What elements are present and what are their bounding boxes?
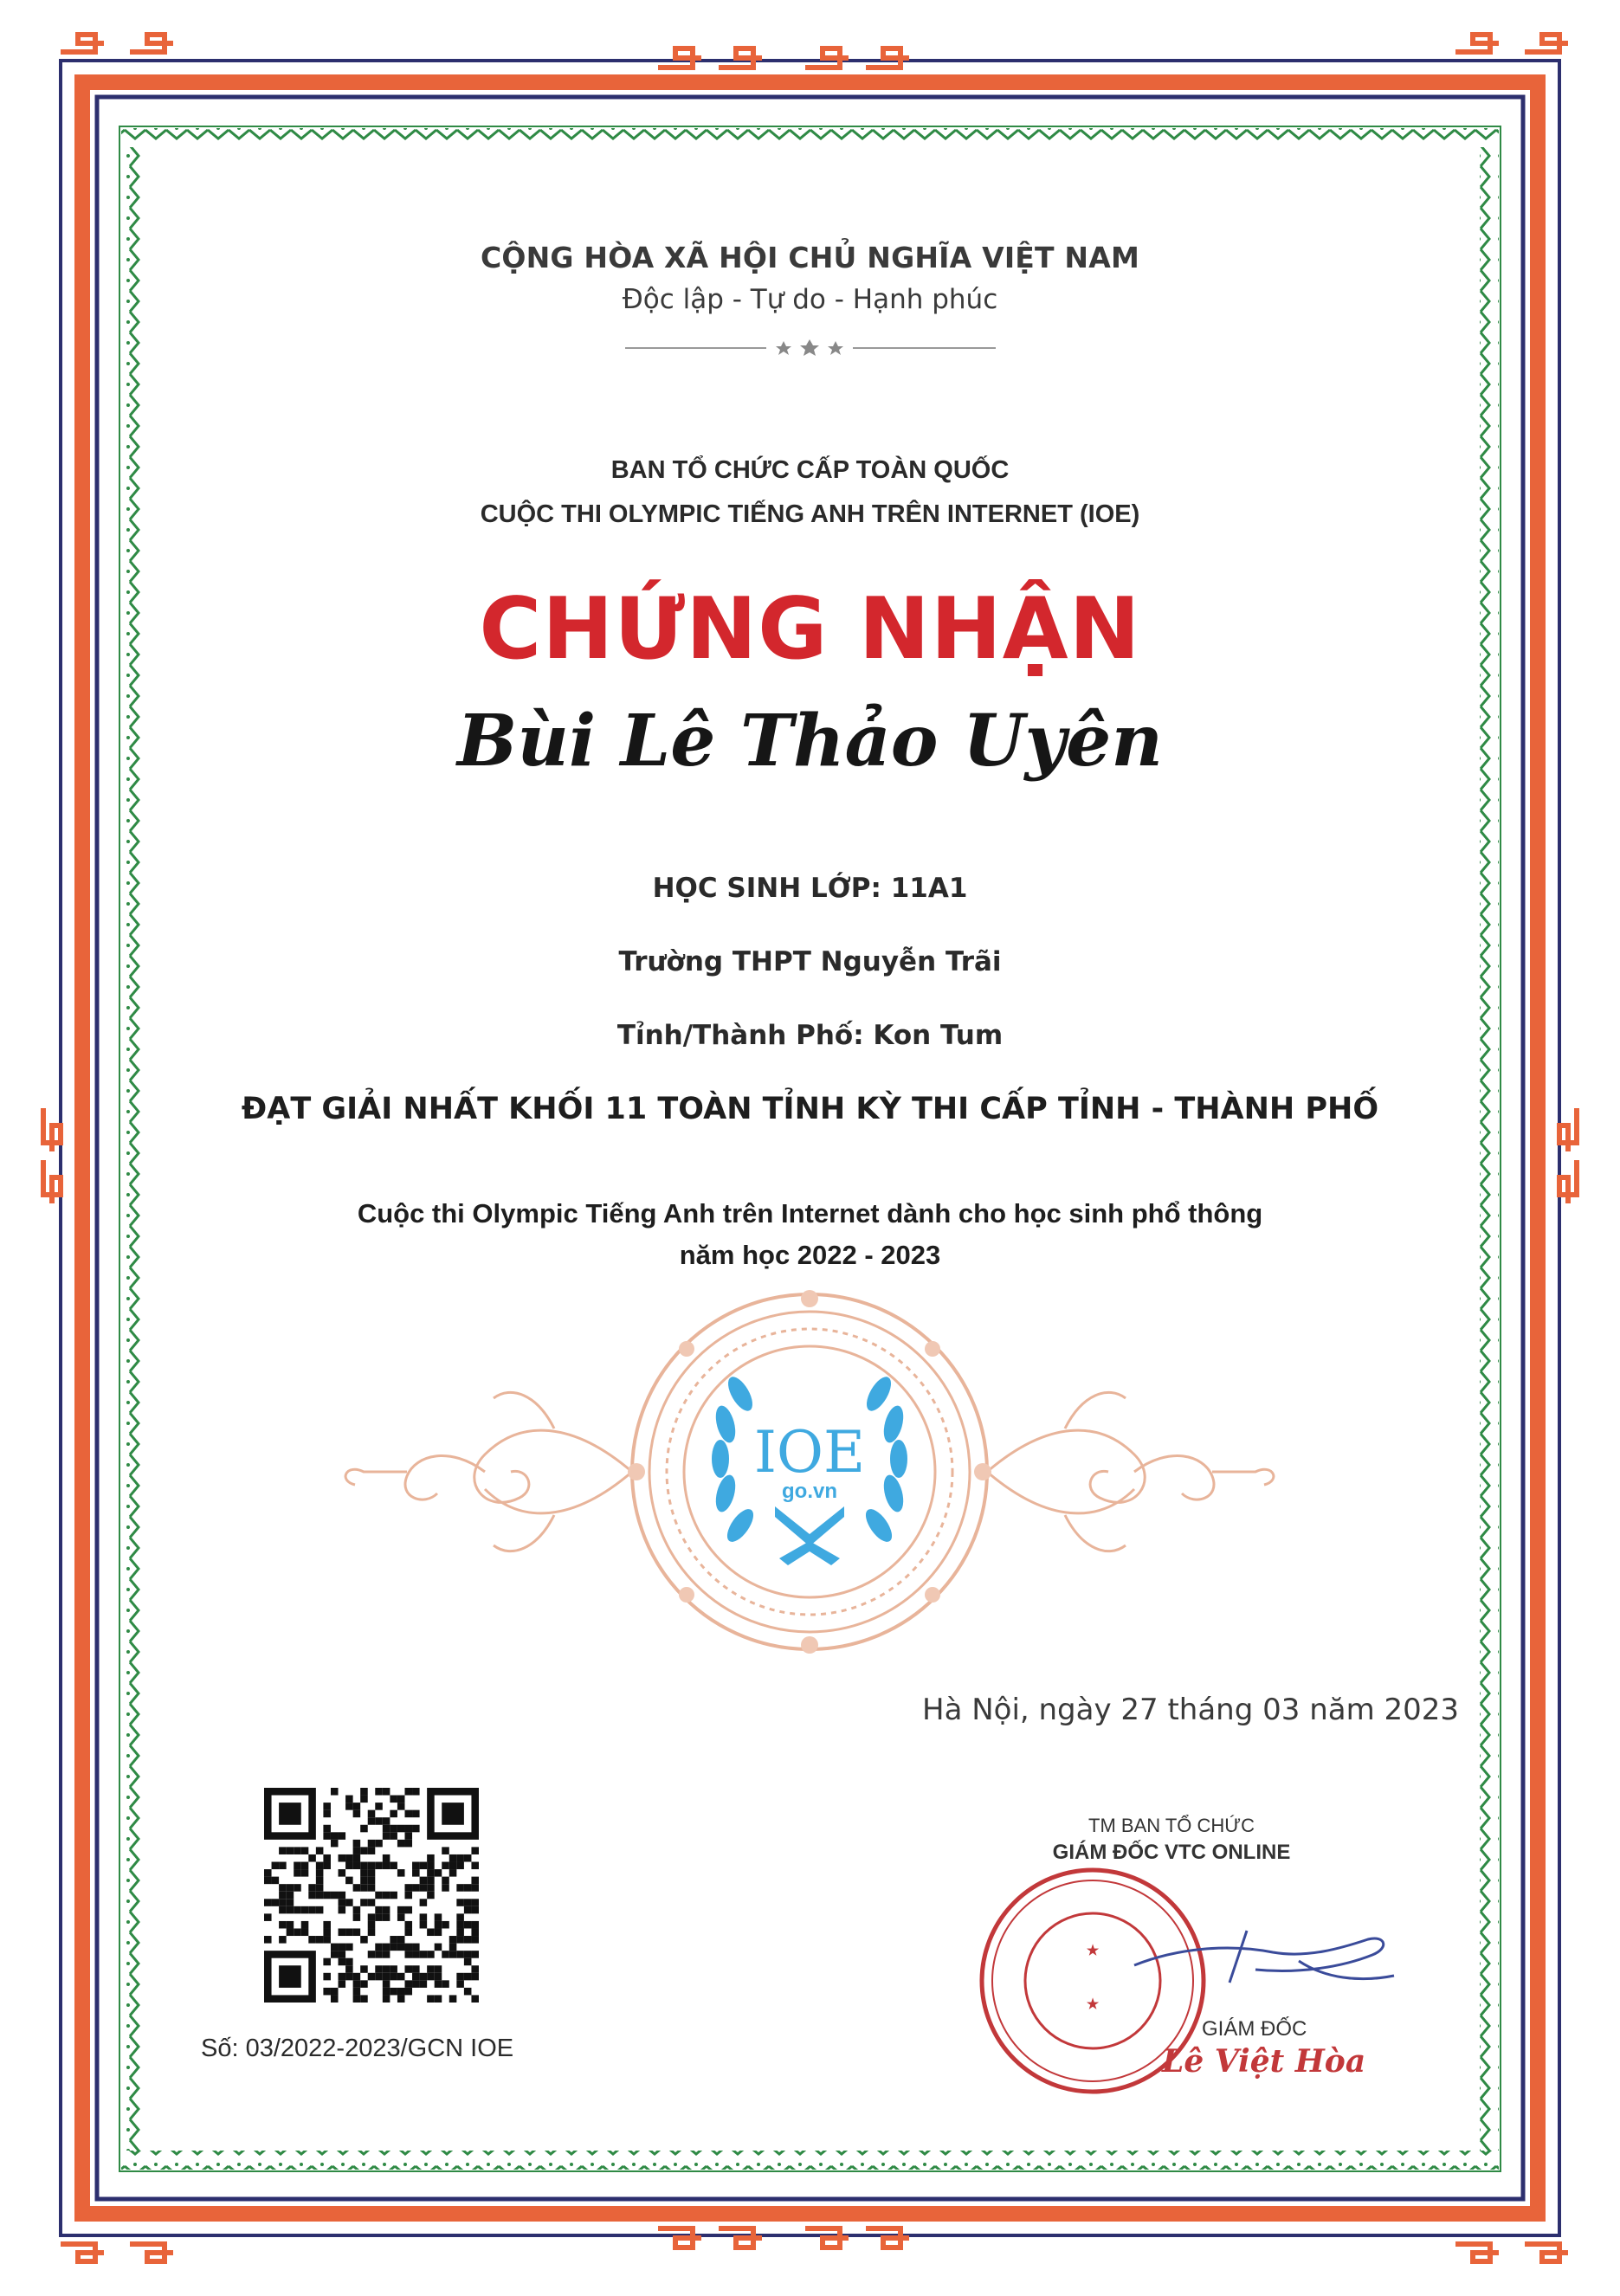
header-divider (0, 332, 1620, 367)
svg-text:★: ★ (1086, 1942, 1100, 1958)
organizer-line-1: BAN TỔ CHỨC CẤP TOÀN QUỐC (610, 456, 1010, 484)
handwritten-signature (1126, 1913, 1403, 2009)
school-name: Trường THPT Nguyễn Trãi (618, 946, 1002, 977)
nation-heading: CỘNG HÒA XÃ HỘI CHỦ NGHĨA VIỆT NAM (480, 241, 1140, 274)
award-line: ĐẠT GIẢI NHẤT KHỐI 11 TOÀN TỈNH KỲ THI CẤP TỈNH - THÀNH PHỐ (241, 1092, 1379, 1126)
certificate-title: CHỨNG NHẬN (479, 580, 1141, 679)
school-year-line: năm học 2022 - 2023 (679, 1240, 941, 1270)
ioe-logo-subtext: go.vn (782, 1480, 837, 1503)
signature-position: GIÁM ĐỐC VTC ONLINE (1052, 1841, 1291, 1864)
signer-name: Lê Việt Hòa (1162, 2043, 1366, 2080)
issue-date: Hà Nội, ngày 27 tháng 03 năm 2023 (922, 1693, 1460, 1727)
signature-behalf: TM BAN TỔ CHỨC (1088, 1815, 1255, 1836)
ioe-emblem (0, 1290, 1620, 1654)
national-motto: Độc lập - Tự do - Hạnh phúc (622, 284, 998, 315)
serial-number: Số: 03/2022-2023/GCN IOE (201, 2035, 514, 2062)
province-line: Tỉnh/Thành Phố: Kon Tum (616, 1020, 1004, 1051)
ioe-logo-text: IOE (753, 1419, 866, 1486)
svg-text:★: ★ (1086, 1996, 1100, 2012)
signer-title: GIÁM ĐỐC (1202, 2017, 1307, 2041)
contest-line: Cuộc thi Olympic Tiếng Anh trên Internet dành cho học sinh phổ thông (357, 1198, 1263, 1229)
qr-code[interactable] (264, 1788, 479, 2003)
organizer-line-2: CUỘC THI OLYMPIC TIẾNG ANH TRÊN INTERNET (IOE) (480, 500, 1140, 528)
class-line: HỌC SINH LỚP: 11A1 (652, 873, 968, 904)
recipient-name: Bùi Lê Thảo Uyên (457, 700, 1163, 783)
